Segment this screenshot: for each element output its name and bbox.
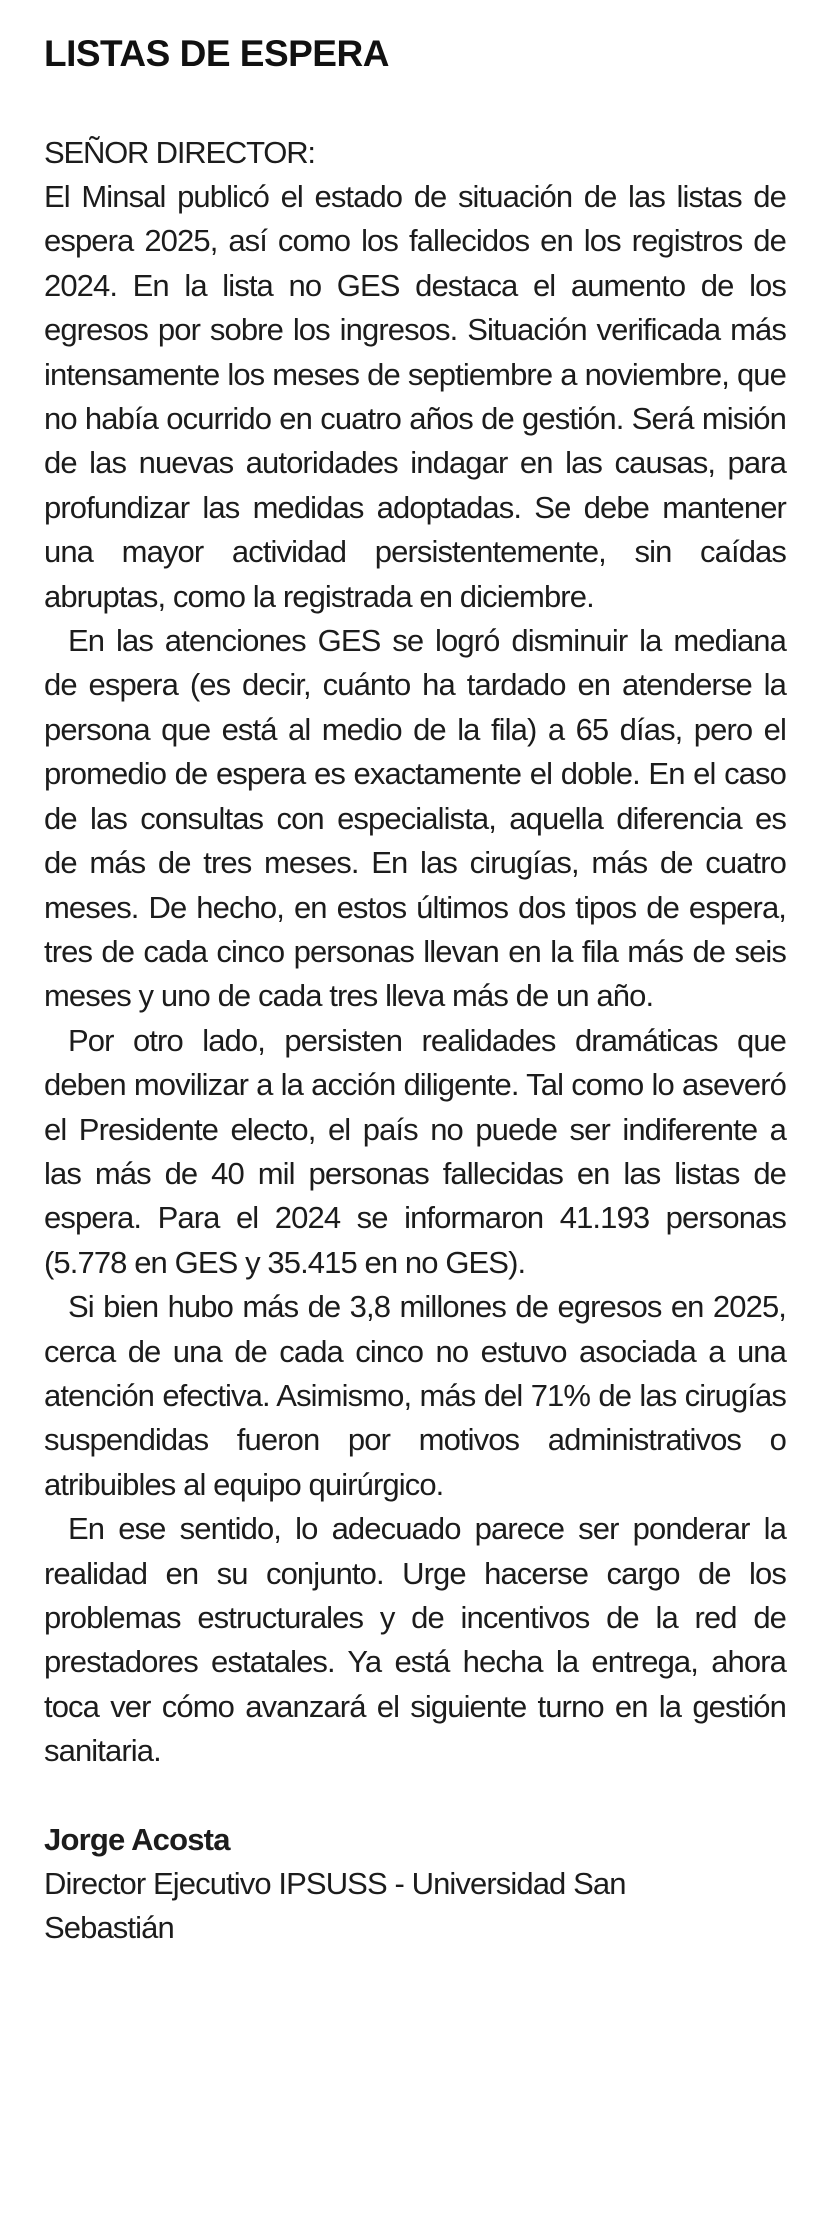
headline: LISTAS DE ESPERA (44, 33, 389, 74)
body-paragraph-1: El Minsal publicó el estado de situación de las listas de espera 2025, así como los fallecidos en los registros de 2024. En la lista no GES destaca el aumento de los egresos por sobre los ingresos. Situación verificada más intensamente los meses de septiembre a noviembre, que no había ocurrido en cuatro años de gestión. Será misión de las nuevas autoridades indagar en las causas, para profundizar las medidas adoptadas. Se debe mantener una mayor actividad persistentemente, sin caídas abruptas, como la registrada en diciembre. (44, 179, 786, 614)
body-paragraph-3: Por otro lado, persisten realidades dramáticas que deben movilizar a la acción diligente. Tal como lo aseveró el Presidente electo, el país no puede ser indiferente a las más de 40 mil personas fallecidas en las listas de espera. Para el 2024 se informaron 41.193 personas (5.778 en GES y 35.415 en no GES). (44, 1022, 786, 1280)
signature-block (44, 1818, 786, 1950)
letter-to-editor (44, 30, 786, 1950)
author-name: Jorge Acosta (44, 1821, 230, 1857)
body-paragraph-5: En ese sentido, lo adecuado parece ser ponderar la realidad en su conjunto. Urge hacerse cargo de los problemas estructurales y de incentivos de la red de prestadores estatales. Ya está hecha la entrega, ahora toca ver cómo avanzará el siguiente turno en la gestión sanitaria. (44, 1511, 786, 1769)
author-affiliation: Director Ejecutivo IPSUSS - Universidad San Sebastián (44, 1865, 626, 1945)
body-paragraph-4: Si bien hubo más de 3,8 millones de egresos en 2025, cerca de una de cada cinco no estuvo asociada a una atención efectiva. Asimismo, más del 71% de las cirugías suspendidas fueron por motivos administrativos o atribuibles al equipo quirúrgico. (44, 1289, 786, 1502)
body-paragraph-2: En las atenciones GES se logró disminuir la mediana de espera (es decir, cuánto ha tardado en atenderse la persona que está al medio de la fila) a 65 días, pero el promedio de espera es exactamente el doble. En el caso de las consultas con especialista, aquella diferencia es de más de tres meses. En las cirugías, más de cuatro meses. De hecho, en estos últimos dos tipos de espera, tres de cada cinco personas llevan en la fila más de seis meses y uno de cada tres lleva más de un año. (44, 623, 786, 1014)
salutation: SEÑOR DIRECTOR: (44, 135, 315, 170)
